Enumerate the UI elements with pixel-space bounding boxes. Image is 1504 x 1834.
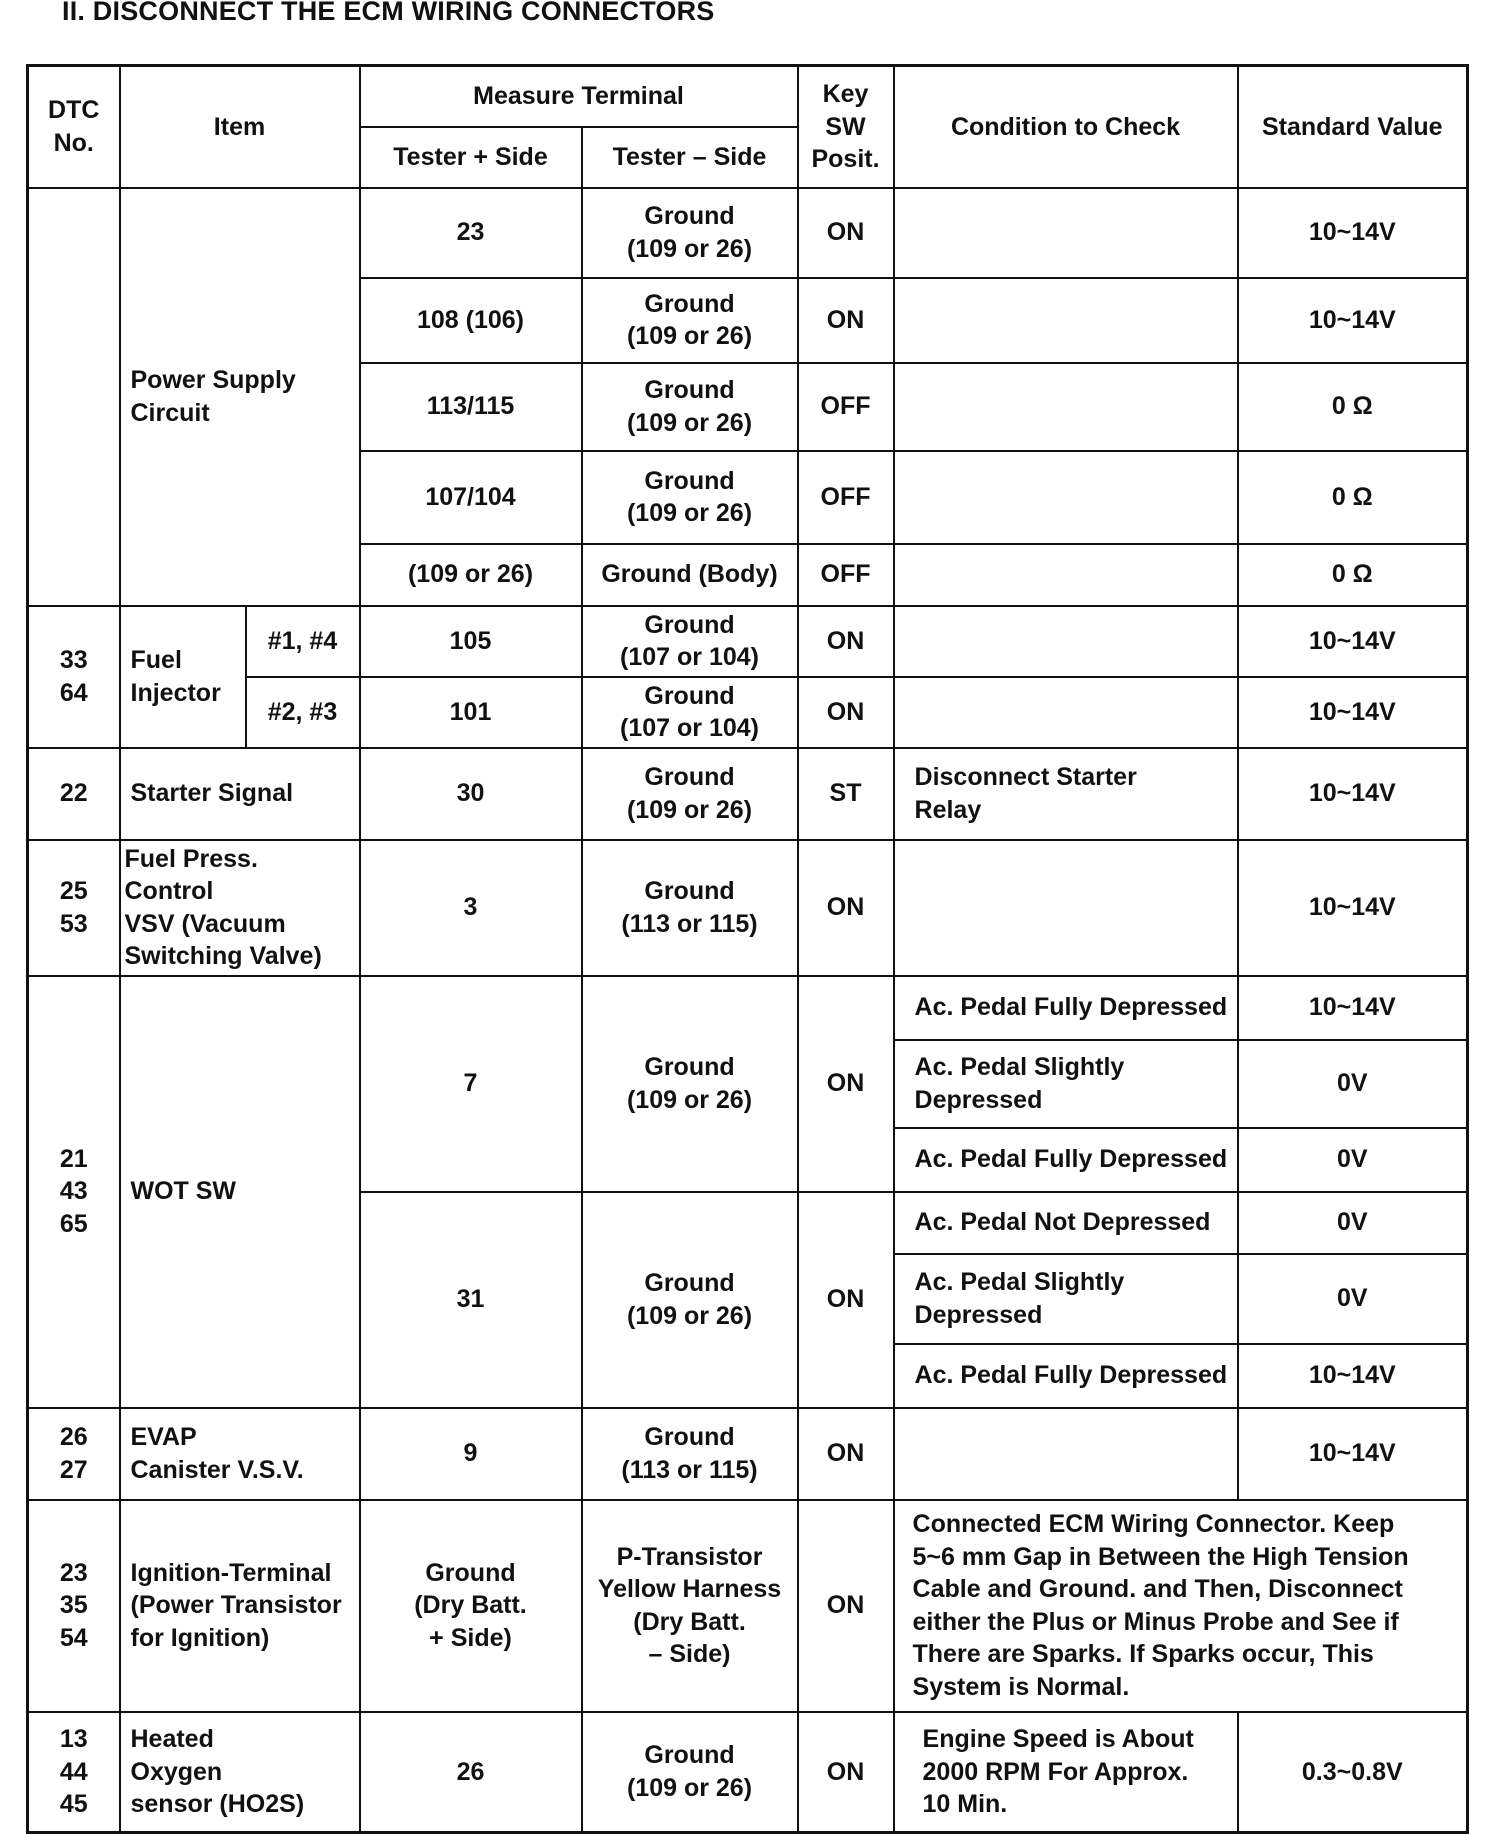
key-cell: ON [798,1500,894,1712]
header-standard-value: Standard Value [1238,66,1468,188]
minus-cell: Ground (109 or 26) [582,363,798,451]
condition-cell [894,363,1238,451]
item-fuel-injector: Fuel Injector [120,606,246,748]
minus-cell: Ground (107 or 104) [582,677,798,748]
standard-cell: 10~14V [1238,748,1468,840]
key-cell: ON [798,1408,894,1500]
ignition-condition-cell: Connected ECM Wiring Connector. Keep 5~6 mm Gap in Between the High Tension Cable and Ground. and Then, Disconnect either the Plus or Minus Probe and See if There are Sparks. If Sparks occur, This System is Normal. [894,1500,1468,1712]
standard-cell: 10~14V [1238,606,1468,677]
header-key-sw: Key SW Posit. [798,66,894,188]
header-dtc: DTC No. [28,66,120,188]
minus-cell: Ground (109 or 26) [582,748,798,840]
standard-cell: 10~14V [1238,1344,1468,1408]
condition-cell [894,677,1238,748]
minus-cell: P-Transistor Yellow Harness (Dry Batt. – Side) [582,1500,798,1712]
key-cell: ON [798,677,894,748]
condition-cell [894,1408,1238,1500]
standard-cell: 10~14V [1238,278,1468,363]
plus-cell: (109 or 26) [360,544,582,606]
key-cell: ON [798,278,894,363]
standard-cell: 0V [1238,1254,1468,1344]
dtc-cell: 21 43 65 [28,976,120,1408]
table-row [28,1500,1468,1712]
plus-cell: 23 [360,188,582,278]
table-row [28,1712,1468,1833]
item-evap-vsv: EVAP Canister V.S.V. [120,1408,360,1500]
minus-cell: Ground (Body) [582,544,798,606]
condition-cell: Ac. Pedal Fully Depressed [894,976,1238,1040]
plus-cell: 113/115 [360,363,582,451]
dtc-cell: 22 [28,748,120,840]
plus-cell: 7 [360,976,582,1192]
minus-cell: Ground (109 or 26) [582,451,798,544]
standard-cell: 0 Ω [1238,544,1468,606]
dtc-cell: 33 64 [28,606,120,748]
header-tester-minus: Tester – Side [582,127,798,188]
minus-cell: Ground (113 or 115) [582,840,798,976]
header-tester-plus: Tester + Side [360,127,582,188]
table-row [28,840,1468,976]
condition-cell: Disconnect Starter Relay [894,748,1238,840]
dtc-cell [28,188,120,606]
condition-cell: Ac. Pedal Slightly Depressed [894,1254,1238,1344]
injector-sub-cell: #1, #4 [246,606,360,677]
standard-cell: 0V [1238,1040,1468,1128]
item-starter-signal: Starter Signal [120,748,360,840]
standard-cell: 0V [1238,1192,1468,1254]
table-row [28,606,1468,677]
item-fuel-press-vsv: Fuel Press. Control VSV (Vacuum Switching Valve) [120,840,360,976]
table-row [28,748,1468,840]
condition-cell [894,278,1238,363]
standard-cell: 0V [1238,1128,1468,1192]
key-cell: OFF [798,451,894,544]
item-ignition-terminal: Ignition-Terminal (Power Transistor for Ignition) [120,1500,360,1712]
key-cell: ST [798,748,894,840]
condition-cell: Engine Speed is About 2000 RPM For Approx. 10 Min. [894,1712,1238,1833]
condition-cell [894,606,1238,677]
standard-cell: 0.3~0.8V [1238,1712,1468,1833]
dtc-cell: 25 53 [28,840,120,976]
plus-cell: 26 [360,1712,582,1833]
minus-cell: Ground (109 or 26) [582,1712,798,1833]
condition-cell [894,451,1238,544]
standard-cell: 10~14V [1238,677,1468,748]
condition-cell: Ac. Pedal Not Depressed [894,1192,1238,1254]
minus-cell: Ground (109 or 26) [582,278,798,363]
condition-cell: Ac. Pedal Fully Depressed [894,1344,1238,1408]
dtc-cell: 23 35 54 [28,1500,120,1712]
key-cell: OFF [798,544,894,606]
table-row [28,976,1468,1040]
item-wot-sw: WOT SW [120,976,360,1408]
key-cell: ON [798,1712,894,1833]
minus-cell: Ground (109 or 26) [582,976,798,1192]
condition-cell [894,544,1238,606]
condition-cell [894,840,1238,976]
key-cell: ON [798,606,894,677]
header-measure-terminal: Measure Terminal [360,66,798,127]
key-cell: ON [798,840,894,976]
ecm-connector-table [26,64,1469,1834]
injector-sub-cell: #2, #3 [246,677,360,748]
plus-cell: 9 [360,1408,582,1500]
plus-cell: 107/104 [360,451,582,544]
standard-cell: 10~14V [1238,188,1468,278]
item-ho2s: Heated Oxygen sensor (HO2S) [120,1712,360,1833]
minus-cell: Ground (109 or 26) [582,188,798,278]
plus-cell: 31 [360,1192,582,1408]
condition-cell: Ac. Pedal Slightly Depressed [894,1040,1238,1128]
key-cell: ON [798,1192,894,1408]
dtc-cell: 13 44 45 [28,1712,120,1833]
standard-cell: 10~14V [1238,1408,1468,1500]
header-item: Item [120,66,360,188]
standard-cell: 10~14V [1238,840,1468,976]
standard-cell: 0 Ω [1238,451,1468,544]
header-condition: Condition to Check [894,66,1238,188]
plus-cell: 108 (106) [360,278,582,363]
page-title: II. DISCONNECT THE ECM WIRING CONNECTORS [62,0,715,26]
item-power-supply: Power Supply Circuit [120,188,360,606]
plus-cell: 101 [360,677,582,748]
plus-cell: 105 [360,606,582,677]
table-row [28,1408,1468,1500]
plus-cell: 3 [360,840,582,976]
key-cell: ON [798,188,894,278]
key-cell: ON [798,976,894,1192]
table-row [28,188,1468,278]
standard-cell: 10~14V [1238,976,1468,1040]
plus-cell: 30 [360,748,582,840]
standard-cell: 0 Ω [1238,363,1468,451]
minus-cell: Ground (107 or 104) [582,606,798,677]
minus-cell: Ground (113 or 115) [582,1408,798,1500]
minus-cell: Ground (109 or 26) [582,1192,798,1408]
dtc-cell: 26 27 [28,1408,120,1500]
condition-cell [894,188,1238,278]
header-row [28,66,1468,127]
condition-cell: Ac. Pedal Fully Depressed [894,1128,1238,1192]
key-cell: OFF [798,363,894,451]
plus-cell: Ground (Dry Batt. + Side) [360,1500,582,1712]
